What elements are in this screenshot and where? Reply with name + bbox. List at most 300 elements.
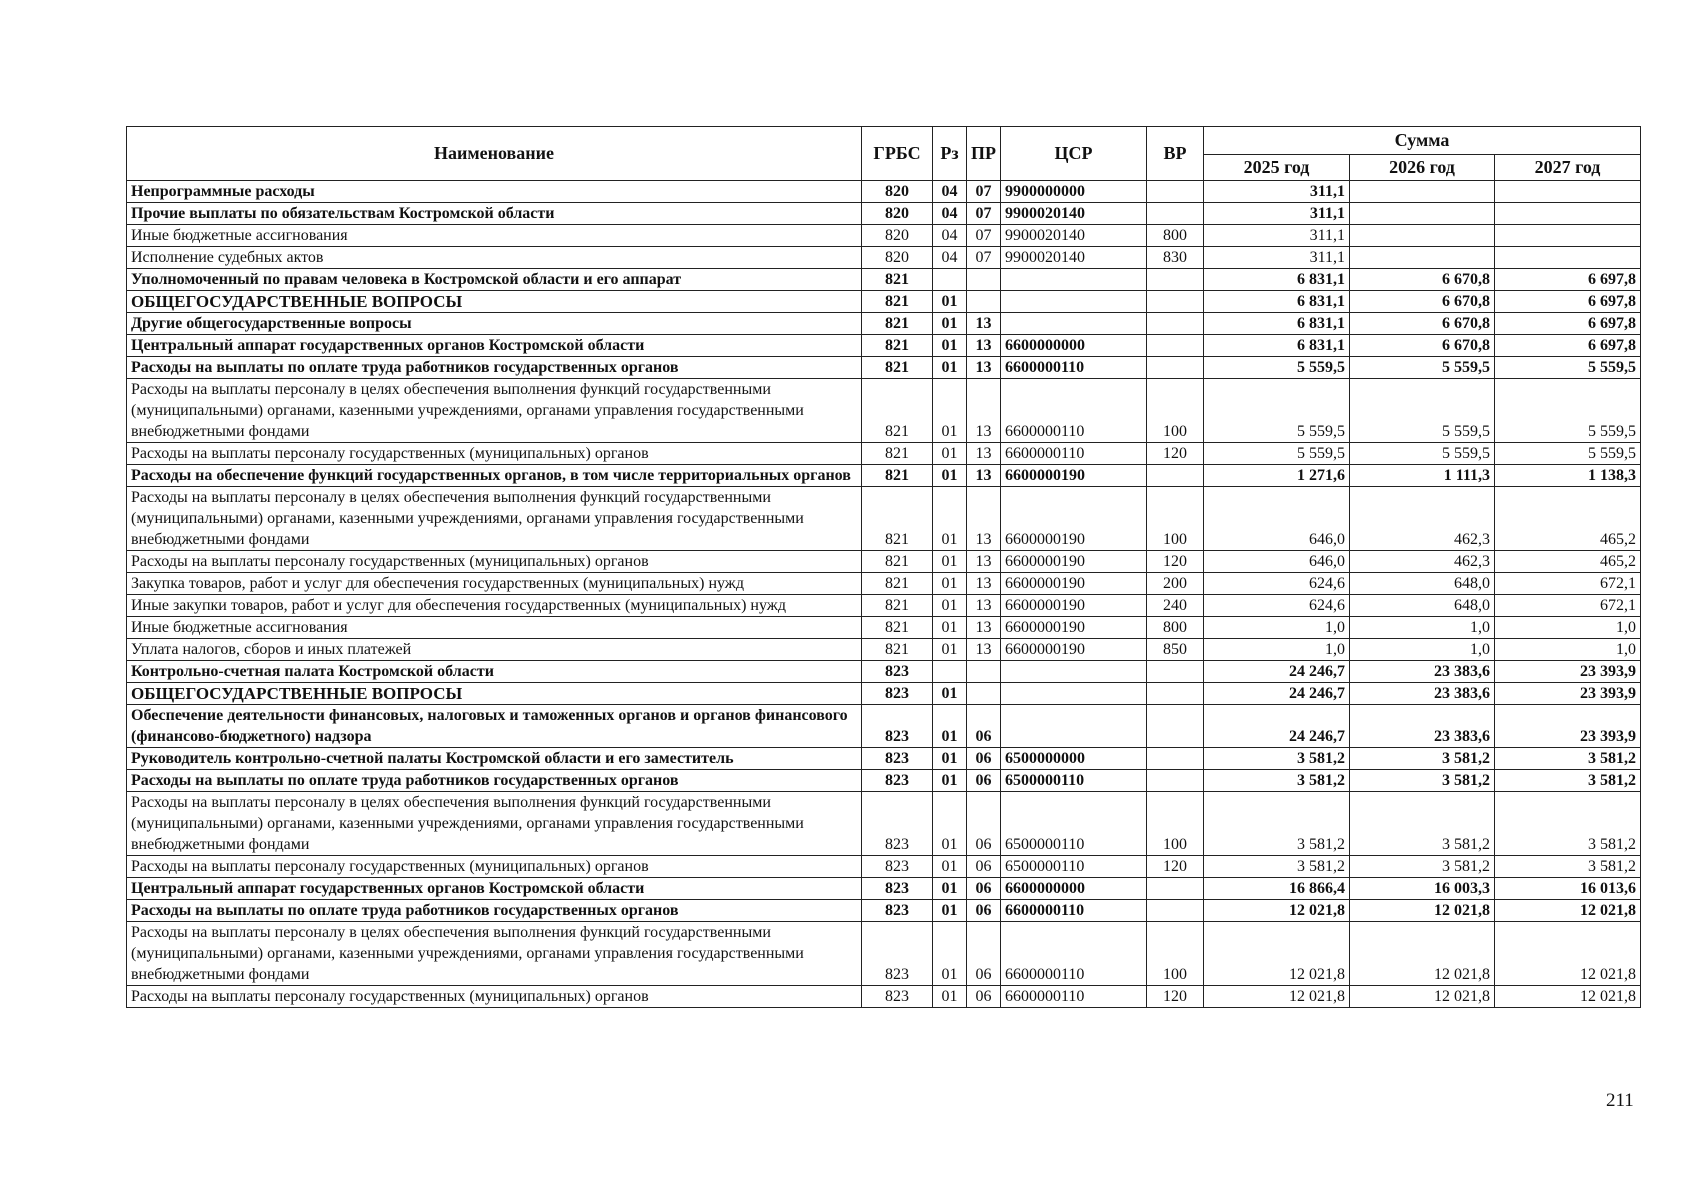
cell-grbs: 820 [862, 247, 933, 269]
table-row [127, 639, 1641, 661]
cell-csr: 6600000190 [1001, 617, 1147, 639]
cell-pr [967, 661, 1001, 683]
cell-sum-2025: 6 831,1 [1204, 291, 1350, 313]
cell-sum-2027: 12 021,8 [1495, 900, 1641, 922]
header-pr: ПР [967, 127, 1001, 181]
cell-name: Прочие выплаты по обязательствам Костромской области [127, 203, 862, 225]
cell-sum-2025: 3 581,2 [1204, 770, 1350, 792]
cell-csr: 6500000000 [1001, 748, 1147, 770]
cell-grbs: 821 [862, 335, 933, 357]
cell-rz: 01 [933, 770, 967, 792]
table-row [127, 357, 1641, 379]
cell-sum-2027: 465,2 [1495, 551, 1641, 573]
cell-sum-2025: 16 866,4 [1204, 878, 1350, 900]
cell-sum-2025: 24 246,7 [1204, 661, 1350, 683]
cell-grbs: 823 [862, 683, 933, 705]
cell-pr: 06 [967, 748, 1001, 770]
cell-name: Расходы на выплаты персоналу в целях обеспечения выполнения функций государственными (муниципальными) органами, казенными учреждениями, органами управления государственными внебюджетными фондами [127, 922, 862, 986]
table-row [127, 465, 1641, 487]
cell-csr: 6600000190 [1001, 551, 1147, 573]
cell-grbs: 823 [862, 878, 933, 900]
cell-pr: 13 [967, 379, 1001, 443]
cell-pr: 13 [967, 443, 1001, 465]
cell-csr: 6600000190 [1001, 573, 1147, 595]
cell-sum-2027 [1495, 247, 1641, 269]
cell-sum-2025: 3 581,2 [1204, 748, 1350, 770]
cell-sum-2025: 3 581,2 [1204, 792, 1350, 856]
cell-csr: 6600000110 [1001, 379, 1147, 443]
cell-csr: 6600000190 [1001, 465, 1147, 487]
cell-sum-2027: 5 559,5 [1495, 357, 1641, 379]
cell-sum-2025: 6 831,1 [1204, 269, 1350, 291]
cell-sum-2026: 23 383,6 [1350, 705, 1495, 748]
cell-sum-2026: 6 670,8 [1350, 313, 1495, 335]
cell-vr: 100 [1147, 922, 1204, 986]
cell-rz: 01 [933, 639, 967, 661]
cell-vr: 100 [1147, 487, 1204, 551]
cell-name: Расходы на выплаты персоналу государственных (муниципальных) органов [127, 551, 862, 573]
cell-csr [1001, 291, 1147, 313]
cell-name: Центральный аппарат государственных органов Костромской области [127, 878, 862, 900]
cell-grbs: 821 [862, 313, 933, 335]
cell-sum-2027: 16 013,6 [1495, 878, 1641, 900]
cell-grbs: 823 [862, 856, 933, 878]
cell-pr [967, 291, 1001, 313]
table-row [127, 487, 1641, 551]
cell-name: Центральный аппарат государственных органов Костромской области [127, 335, 862, 357]
table-header [127, 127, 1641, 181]
cell-sum-2026: 6 670,8 [1350, 269, 1495, 291]
cell-pr: 06 [967, 922, 1001, 986]
cell-csr: 6600000110 [1001, 357, 1147, 379]
cell-pr: 13 [967, 487, 1001, 551]
cell-vr: 120 [1147, 443, 1204, 465]
cell-sum-2025: 3 581,2 [1204, 856, 1350, 878]
cell-grbs: 821 [862, 379, 933, 443]
cell-pr: 07 [967, 247, 1001, 269]
cell-rz: 01 [933, 856, 967, 878]
cell-grbs: 821 [862, 617, 933, 639]
header-grbs: ГРБС [862, 127, 933, 181]
cell-csr [1001, 313, 1147, 335]
cell-rz: 01 [933, 792, 967, 856]
cell-vr: 120 [1147, 986, 1204, 1008]
cell-sum-2027 [1495, 203, 1641, 225]
table-row [127, 203, 1641, 225]
cell-sum-2025: 311,1 [1204, 247, 1350, 269]
cell-sum-2026: 1,0 [1350, 639, 1495, 661]
table-row [127, 291, 1641, 313]
cell-name: Расходы на выплаты по оплате труда работников государственных органов [127, 900, 862, 922]
cell-sum-2025: 311,1 [1204, 181, 1350, 203]
table-row [127, 683, 1641, 705]
cell-sum-2025: 311,1 [1204, 225, 1350, 247]
cell-pr [967, 683, 1001, 705]
cell-pr: 06 [967, 705, 1001, 748]
cell-sum-2027: 3 581,2 [1495, 770, 1641, 792]
budget-table [126, 126, 1641, 1008]
cell-sum-2026: 5 559,5 [1350, 379, 1495, 443]
cell-csr: 6600000000 [1001, 335, 1147, 357]
cell-sum-2027: 23 393,9 [1495, 661, 1641, 683]
cell-csr: 9900020140 [1001, 225, 1147, 247]
cell-sum-2025: 6 831,1 [1204, 335, 1350, 357]
cell-pr: 06 [967, 856, 1001, 878]
cell-pr: 13 [967, 357, 1001, 379]
cell-pr: 13 [967, 335, 1001, 357]
cell-grbs: 821 [862, 487, 933, 551]
cell-sum-2025: 624,6 [1204, 573, 1350, 595]
cell-sum-2026: 23 383,6 [1350, 661, 1495, 683]
cell-grbs: 821 [862, 551, 933, 573]
cell-csr: 9900020140 [1001, 247, 1147, 269]
header-2025: 2025 год [1204, 155, 1350, 181]
cell-grbs: 823 [862, 922, 933, 986]
cell-rz: 01 [933, 335, 967, 357]
cell-rz: 01 [933, 617, 967, 639]
cell-rz: 01 [933, 465, 967, 487]
cell-rz: 01 [933, 922, 967, 986]
cell-sum-2026 [1350, 225, 1495, 247]
header-rz: Рз [933, 127, 967, 181]
cell-grbs: 821 [862, 357, 933, 379]
cell-sum-2025: 311,1 [1204, 203, 1350, 225]
table-row [127, 986, 1641, 1008]
table-row [127, 748, 1641, 770]
cell-name: Исполнение судебных актов [127, 247, 862, 269]
cell-sum-2027: 6 697,8 [1495, 269, 1641, 291]
cell-vr: 830 [1147, 247, 1204, 269]
cell-sum-2027: 5 559,5 [1495, 443, 1641, 465]
cell-sum-2025: 1,0 [1204, 639, 1350, 661]
cell-sum-2025: 5 559,5 [1204, 379, 1350, 443]
cell-pr: 13 [967, 595, 1001, 617]
cell-sum-2026: 462,3 [1350, 551, 1495, 573]
cell-name: Закупка товаров, работ и услуг для обеспечения государственных (муниципальных) нужд [127, 573, 862, 595]
cell-rz: 01 [933, 551, 967, 573]
cell-rz: 01 [933, 443, 967, 465]
cell-name: Обеспечение деятельности финансовых, налоговых и таможенных органов и органов финансового (финансово-бюджетного) надзора [127, 705, 862, 748]
cell-grbs: 820 [862, 203, 933, 225]
cell-vr [1147, 748, 1204, 770]
cell-pr: 06 [967, 792, 1001, 856]
cell-vr [1147, 465, 1204, 487]
cell-name: Контрольно-счетная палата Костромской области [127, 661, 862, 683]
cell-grbs: 823 [862, 900, 933, 922]
cell-sum-2026: 5 559,5 [1350, 357, 1495, 379]
cell-csr: 6600000110 [1001, 986, 1147, 1008]
cell-sum-2026: 3 581,2 [1350, 770, 1495, 792]
cell-pr: 06 [967, 986, 1001, 1008]
cell-sum-2026: 6 670,8 [1350, 291, 1495, 313]
cell-sum-2027: 12 021,8 [1495, 922, 1641, 986]
cell-sum-2027: 1,0 [1495, 639, 1641, 661]
cell-vr [1147, 203, 1204, 225]
cell-pr: 13 [967, 313, 1001, 335]
cell-rz [933, 269, 967, 291]
cell-name: Другие общегосударственные вопросы [127, 313, 862, 335]
cell-rz: 01 [933, 878, 967, 900]
cell-pr: 13 [967, 573, 1001, 595]
cell-sum-2026: 16 003,3 [1350, 878, 1495, 900]
cell-grbs: 823 [862, 748, 933, 770]
cell-csr: 6600000110 [1001, 922, 1147, 986]
cell-csr: 6600000000 [1001, 878, 1147, 900]
page-number: 211 [1606, 1090, 1634, 1111]
cell-sum-2025: 5 559,5 [1204, 443, 1350, 465]
table-row [127, 225, 1641, 247]
cell-csr: 6600000190 [1001, 639, 1147, 661]
cell-vr [1147, 269, 1204, 291]
cell-sum-2025: 646,0 [1204, 551, 1350, 573]
cell-grbs: 823 [862, 705, 933, 748]
header-2026: 2026 год [1350, 155, 1495, 181]
cell-vr [1147, 357, 1204, 379]
table-row [127, 617, 1641, 639]
cell-csr: 6600000110 [1001, 443, 1147, 465]
cell-sum-2027: 465,2 [1495, 487, 1641, 551]
cell-sum-2026: 23 383,6 [1350, 683, 1495, 705]
cell-rz [933, 661, 967, 683]
cell-sum-2025: 1,0 [1204, 617, 1350, 639]
cell-pr: 07 [967, 203, 1001, 225]
cell-csr: 6600000190 [1001, 595, 1147, 617]
cell-pr: 13 [967, 465, 1001, 487]
cell-name: Расходы на выплаты по оплате труда работников государственных органов [127, 357, 862, 379]
cell-vr [1147, 313, 1204, 335]
cell-vr: 200 [1147, 573, 1204, 595]
cell-sum-2025: 24 246,7 [1204, 705, 1350, 748]
cell-name: Расходы на выплаты персоналу в целях обеспечения выполнения функций государственными (муниципальными) органами, казенными учреждениями, органами управления государственными внебюджетными фондами [127, 379, 862, 443]
cell-sum-2027: 1,0 [1495, 617, 1641, 639]
cell-name: Расходы на выплаты персоналу государственных (муниципальных) органов [127, 856, 862, 878]
cell-sum-2025: 624,6 [1204, 595, 1350, 617]
cell-vr [1147, 770, 1204, 792]
cell-name: Расходы на выплаты по оплате труда работников государственных органов [127, 770, 862, 792]
cell-csr: 6600000110 [1001, 900, 1147, 922]
cell-pr: 06 [967, 770, 1001, 792]
cell-rz: 01 [933, 291, 967, 313]
cell-vr [1147, 900, 1204, 922]
cell-csr [1001, 705, 1147, 748]
cell-name: Расходы на выплаты персоналу в целях обеспечения выполнения функций государственными (муниципальными) органами, казенными учреждениями, органами управления государственными внебюджетными фондами [127, 487, 862, 551]
cell-sum-2026: 6 670,8 [1350, 335, 1495, 357]
cell-sum-2026: 648,0 [1350, 595, 1495, 617]
cell-rz: 01 [933, 683, 967, 705]
cell-name: Непрограммные расходы [127, 181, 862, 203]
cell-csr: 6600000190 [1001, 487, 1147, 551]
table-row [127, 661, 1641, 683]
cell-csr: 9900020140 [1001, 203, 1147, 225]
cell-grbs: 821 [862, 573, 933, 595]
cell-pr: 13 [967, 639, 1001, 661]
cell-rz: 01 [933, 705, 967, 748]
cell-pr: 06 [967, 900, 1001, 922]
cell-grbs: 821 [862, 595, 933, 617]
cell-vr: 100 [1147, 792, 1204, 856]
cell-sum-2026: 648,0 [1350, 573, 1495, 595]
cell-sum-2027: 6 697,8 [1495, 335, 1641, 357]
cell-grbs: 823 [862, 661, 933, 683]
cell-sum-2027: 12 021,8 [1495, 986, 1641, 1008]
cell-name: Уплата налогов, сборов и иных платежей [127, 639, 862, 661]
cell-sum-2026: 462,3 [1350, 487, 1495, 551]
cell-sum-2027: 1 138,3 [1495, 465, 1641, 487]
cell-rz: 01 [933, 900, 967, 922]
cell-sum-2026: 1,0 [1350, 617, 1495, 639]
cell-sum-2025: 12 021,8 [1204, 900, 1350, 922]
cell-vr: 120 [1147, 856, 1204, 878]
table-row [127, 313, 1641, 335]
cell-name: Расходы на выплаты персоналу государственных (муниципальных) органов [127, 443, 862, 465]
cell-sum-2027: 5 559,5 [1495, 379, 1641, 443]
cell-sum-2026: 3 581,2 [1350, 792, 1495, 856]
cell-pr [967, 269, 1001, 291]
cell-sum-2026 [1350, 181, 1495, 203]
cell-sum-2025: 12 021,8 [1204, 986, 1350, 1008]
header-name: Наименование [127, 127, 862, 181]
cell-sum-2027: 3 581,2 [1495, 792, 1641, 856]
cell-pr: 06 [967, 878, 1001, 900]
cell-name: ОБЩЕГОСУДАРСТВЕННЫЕ ВОПРОСЫ [127, 291, 862, 313]
cell-sum-2027 [1495, 181, 1641, 203]
cell-name: Иные бюджетные ассигнования [127, 617, 862, 639]
cell-sum-2025: 24 246,7 [1204, 683, 1350, 705]
cell-grbs: 821 [862, 639, 933, 661]
cell-sum-2027: 23 393,9 [1495, 683, 1641, 705]
cell-name: Иные закупки товаров, работ и услуг для обеспечения государственных (муниципальных) нужд [127, 595, 862, 617]
cell-csr [1001, 683, 1147, 705]
cell-grbs: 821 [862, 291, 933, 313]
cell-sum-2026: 1 111,3 [1350, 465, 1495, 487]
cell-vr: 800 [1147, 225, 1204, 247]
cell-rz: 04 [933, 225, 967, 247]
table-row [127, 335, 1641, 357]
budget-sheet [126, 126, 1640, 1008]
cell-csr: 9900000000 [1001, 181, 1147, 203]
cell-vr: 100 [1147, 379, 1204, 443]
cell-sum-2027: 3 581,2 [1495, 856, 1641, 878]
cell-pr: 13 [967, 617, 1001, 639]
cell-sum-2026: 5 559,5 [1350, 443, 1495, 465]
cell-csr [1001, 269, 1147, 291]
cell-vr [1147, 683, 1204, 705]
cell-vr [1147, 291, 1204, 313]
cell-name: Расходы на обеспечение функций государственных органов, в том числе территориальных органов [127, 465, 862, 487]
cell-sum-2027: 23 393,9 [1495, 705, 1641, 748]
table-row [127, 443, 1641, 465]
table-row [127, 269, 1641, 291]
cell-vr: 120 [1147, 551, 1204, 573]
cell-vr [1147, 181, 1204, 203]
cell-sum-2025: 1 271,6 [1204, 465, 1350, 487]
cell-rz: 01 [933, 986, 967, 1008]
cell-name: Расходы на выплаты персоналу государственных (муниципальных) органов [127, 986, 862, 1008]
header-sum: Сумма [1204, 127, 1641, 155]
table-row [127, 770, 1641, 792]
header-vr: ВР [1147, 127, 1204, 181]
cell-sum-2025: 5 559,5 [1204, 357, 1350, 379]
cell-sum-2027: 672,1 [1495, 595, 1641, 617]
table-row [127, 792, 1641, 856]
cell-name: Уполномоченный по правам человека в Костромской области и его аппарат [127, 269, 862, 291]
cell-name: Руководитель контрольно-счетной палаты Костромской области и его заместитель [127, 748, 862, 770]
cell-sum-2027: 3 581,2 [1495, 748, 1641, 770]
table-row [127, 551, 1641, 573]
cell-grbs: 820 [862, 181, 933, 203]
cell-name: ОБЩЕГОСУДАРСТВЕННЫЕ ВОПРОСЫ [127, 683, 862, 705]
cell-pr: 07 [967, 181, 1001, 203]
cell-sum-2026: 3 581,2 [1350, 856, 1495, 878]
cell-sum-2026 [1350, 203, 1495, 225]
cell-vr [1147, 661, 1204, 683]
cell-rz: 01 [933, 379, 967, 443]
cell-sum-2027: 6 697,8 [1495, 291, 1641, 313]
cell-vr [1147, 335, 1204, 357]
cell-grbs: 820 [862, 225, 933, 247]
table-row [127, 878, 1641, 900]
cell-name: Расходы на выплаты персоналу в целях обеспечения выполнения функций государственными (муниципальными) органами, казенными учреждениями, органами управления государственными внебюджетными фондами [127, 792, 862, 856]
cell-csr [1001, 661, 1147, 683]
table-row [127, 595, 1641, 617]
cell-vr: 240 [1147, 595, 1204, 617]
table-row [127, 705, 1641, 748]
cell-csr: 6500000110 [1001, 770, 1147, 792]
table-row [127, 900, 1641, 922]
table-row [127, 922, 1641, 986]
cell-name: Иные бюджетные ассигнования [127, 225, 862, 247]
cell-grbs: 823 [862, 986, 933, 1008]
cell-vr: 800 [1147, 617, 1204, 639]
cell-vr [1147, 705, 1204, 748]
cell-rz: 01 [933, 748, 967, 770]
cell-sum-2025: 6 831,1 [1204, 313, 1350, 335]
table-row [127, 856, 1641, 878]
table-row [127, 379, 1641, 443]
cell-grbs: 823 [862, 792, 933, 856]
cell-sum-2026 [1350, 247, 1495, 269]
cell-vr: 850 [1147, 639, 1204, 661]
cell-pr: 07 [967, 225, 1001, 247]
cell-csr: 6500000110 [1001, 856, 1147, 878]
cell-rz: 04 [933, 181, 967, 203]
cell-sum-2025: 646,0 [1204, 487, 1350, 551]
cell-grbs: 821 [862, 443, 933, 465]
cell-vr [1147, 878, 1204, 900]
cell-grbs: 821 [862, 465, 933, 487]
header-csr: ЦСР [1001, 127, 1147, 181]
cell-csr: 6500000110 [1001, 792, 1147, 856]
table-row [127, 181, 1641, 203]
cell-sum-2026: 12 021,8 [1350, 986, 1495, 1008]
cell-sum-2027: 6 697,8 [1495, 313, 1641, 335]
cell-sum-2026: 3 581,2 [1350, 748, 1495, 770]
cell-rz: 04 [933, 203, 967, 225]
cell-sum-2027 [1495, 225, 1641, 247]
cell-grbs: 823 [862, 770, 933, 792]
cell-pr: 13 [967, 551, 1001, 573]
cell-sum-2025: 12 021,8 [1204, 922, 1350, 986]
cell-rz: 04 [933, 247, 967, 269]
table-body [127, 181, 1641, 1008]
cell-rz: 01 [933, 573, 967, 595]
cell-rz: 01 [933, 313, 967, 335]
cell-sum-2026: 12 021,8 [1350, 900, 1495, 922]
cell-sum-2026: 12 021,8 [1350, 922, 1495, 986]
cell-rz: 01 [933, 357, 967, 379]
cell-grbs: 821 [862, 269, 933, 291]
cell-rz: 01 [933, 487, 967, 551]
